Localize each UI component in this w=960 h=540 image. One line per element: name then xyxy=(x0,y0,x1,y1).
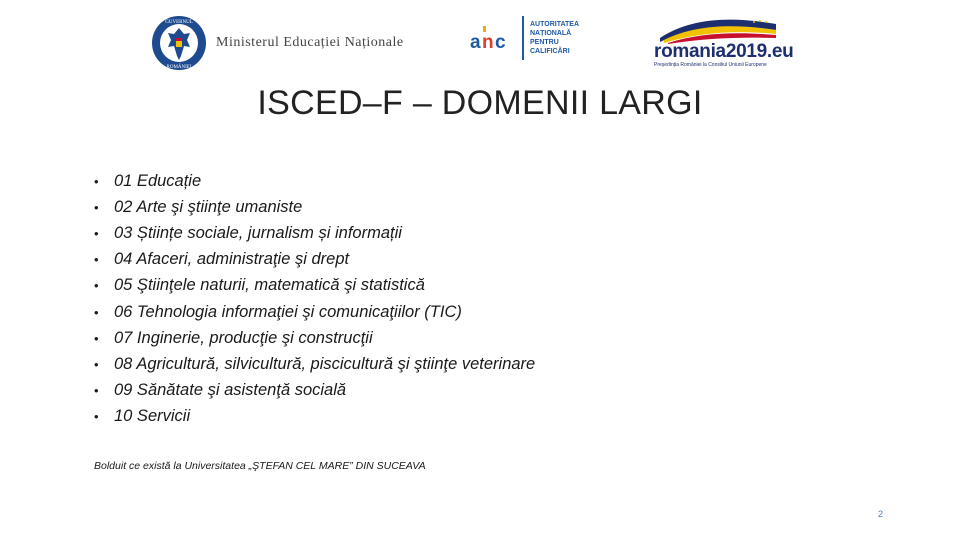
list-item xyxy=(94,378,535,404)
romania2019-text: romania2019.eu xyxy=(654,41,794,62)
list-item xyxy=(94,299,535,325)
footnote: Bolduit ce există la Universitatea „ŞTEFAN CEL MARE” DIN SUCEAVA xyxy=(94,460,426,472)
list-item-text: 10 Servicii xyxy=(114,407,191,426)
bullet: • xyxy=(94,409,99,425)
anc-line: PENTRU xyxy=(530,39,559,46)
list-item xyxy=(94,404,535,430)
list-item-text: 03 Științe sociale, jurnalism și informații xyxy=(114,223,402,242)
government-seal-icon xyxy=(150,14,208,72)
list-item xyxy=(94,351,535,377)
list-item xyxy=(94,194,535,220)
list-item xyxy=(94,273,535,299)
bullet: • xyxy=(94,330,99,346)
list-item xyxy=(94,247,535,273)
slide-title: ISCED–F – DOMENII LARGI xyxy=(257,84,703,122)
bullet: • xyxy=(94,199,99,215)
list-item xyxy=(94,220,535,246)
list-item xyxy=(94,325,535,351)
list-item-text: 08 Agricultură, silvicultură, piscicultură şi ştiinţe veterinare xyxy=(114,354,536,373)
anc-logo xyxy=(468,16,579,60)
svg-text:ROMÂNIEI: ROMÂNIEI xyxy=(166,65,192,70)
list-item-text: 09 Sănătate şi asistenţă socială xyxy=(114,381,347,400)
bullet: • xyxy=(94,252,99,268)
svg-text:GUVERNUL: GUVERNUL xyxy=(165,20,193,25)
romania2019-tagline: Președinția României la Consiliul Uniunii Europene xyxy=(654,62,767,68)
list-item-text: 07 Inginerie, producţie şi construcţii xyxy=(114,328,373,347)
bullet: • xyxy=(94,383,99,399)
bullet: • xyxy=(94,304,99,320)
svg-text:c: c xyxy=(495,32,506,53)
list-item-text: 06 Tehnologia informaţiei şi comunicaţiilor (TIC) xyxy=(114,302,462,321)
bullet: • xyxy=(94,278,99,294)
list-item-text: 02 Arte şi ştiinţe umaniste xyxy=(114,197,303,216)
domain-list xyxy=(94,168,535,430)
bullet: • xyxy=(94,173,99,189)
government-logo xyxy=(150,14,404,72)
list-item-text: 04 Afaceri, administraţie şi drept xyxy=(114,250,350,269)
romania2019-logo xyxy=(650,16,794,68)
anc-divider xyxy=(522,16,524,60)
anc-line: NAȚIONALĂ xyxy=(530,30,572,37)
romania2019-swoosh-icon xyxy=(650,16,780,44)
list-item-text: 01 Educație xyxy=(114,171,202,190)
svg-text:a: a xyxy=(470,32,481,53)
anc-line: AUTORITATEA xyxy=(530,21,579,28)
bullet: • xyxy=(94,356,99,372)
list-item-text: 05 Ştiinţele naturii, matematică şi statistică xyxy=(114,276,425,295)
svg-text:n: n xyxy=(482,32,494,53)
government-logo-text: Ministerul Educației Naționale xyxy=(216,35,404,50)
list-item xyxy=(94,168,535,194)
anc-line: CALIFICĂRI xyxy=(530,48,570,55)
anc-logo-text xyxy=(530,20,579,56)
anc-mark-icon xyxy=(468,18,518,58)
bullet: • xyxy=(94,225,99,241)
page-number: 2 xyxy=(878,509,884,519)
